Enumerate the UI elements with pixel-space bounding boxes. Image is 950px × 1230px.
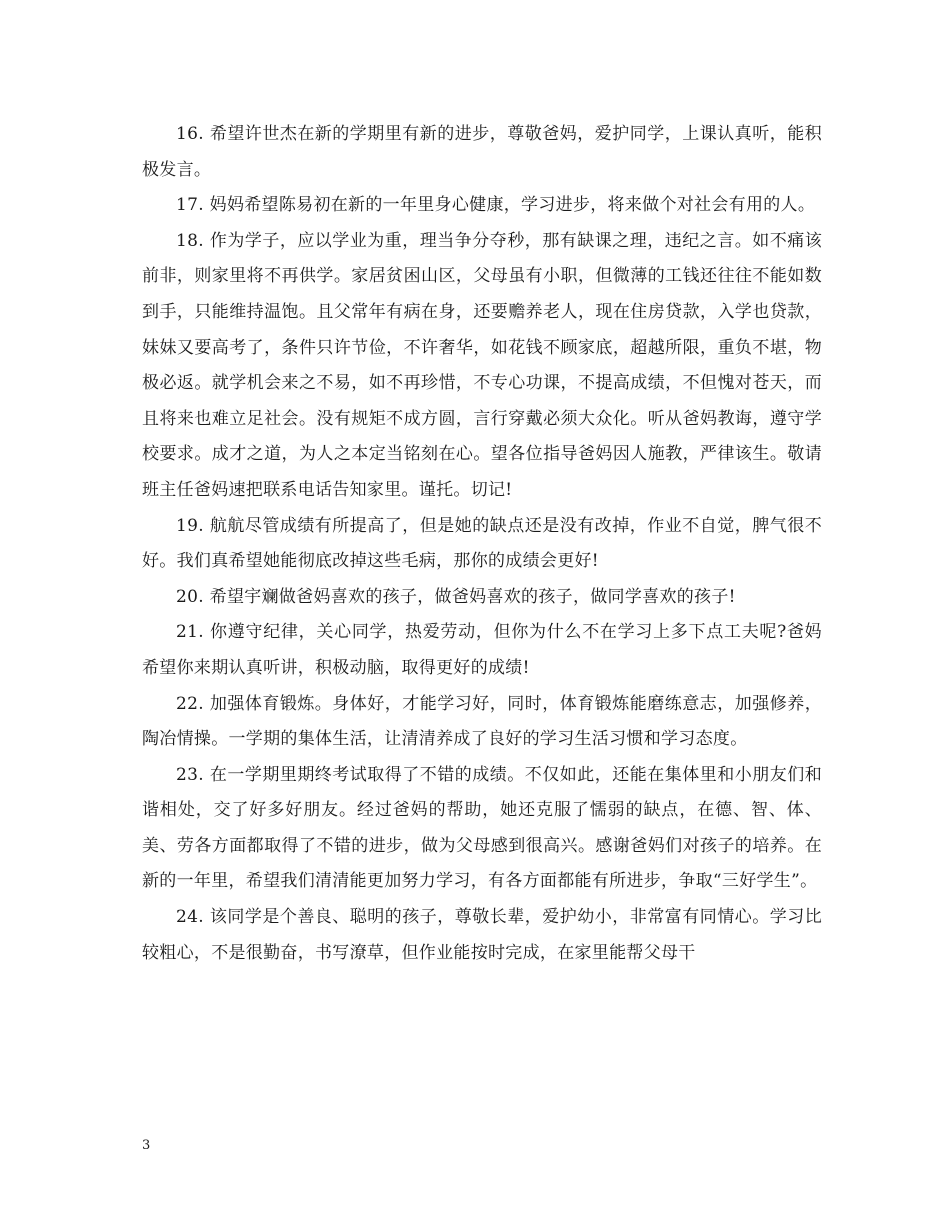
paragraph-23: 23. 在一学期里期终考试取得了不错的成绩。不仅如此，还能在集体里和小朋友们和谐相处，交了好多好朋友。经过爸妈的帮助，她还克服了懦弱的缺点，在德、智、体、美、劳各方面都取得了不错的进步，做为父母感到很高兴。感谢爸妈们对孩子的培养。在新的一年里，希望我们清清能更加努力学习，有各方面都能有所进步，争取“三好学生”。 xyxy=(142,764,822,892)
page-number: 3 xyxy=(142,1138,151,1153)
paragraph-17: 17. 妈妈希望陈易初在新的一年里身心健康，学习进步，将来做个对社会有用的人。 xyxy=(176,195,816,216)
paragraph-20: 20. 希望宇斓做爸妈喜欢的孩子，做爸妈喜欢的孩子，做同学喜欢的孩子! xyxy=(176,586,736,607)
paragraph-16: 16. 希望许世杰在新的学期里有新的进步，尊敬爸妈，爱护同学，上课认真听，能积极发言。 xyxy=(142,124,822,180)
paragraph-24: 24. 该同学是个善良、聪明的孩子，尊敬长辈，爱护幼小，非常富有同情心。学习比较粗心，不是很勤奋，书写潦草，但作业能按时完成，在家里能帮父母干 xyxy=(142,907,822,963)
paragraph-22: 22. 加强体育锻炼。身体好，才能学习好，同时，体育锻炼能磨练意志，加强修养，陶冶情操。一学期的集体生活，让清清养成了良好的学习生活习惯和学习态度。 xyxy=(142,693,822,750)
paragraph-21: 21. 你遵守纪律，关心同学，热爱劳动，但你为什么不在学习上多下点工夫呢?爸妈希望你来期认真听讲，积极动脑，取得更好的成绩! xyxy=(142,622,822,678)
paragraph-18: 18. 作为学子，应以学业为重，理当争分夺秒，那有缺课之理，违纪之言。如不痛该前非，则家里将不再供学。家居贫困山区，父母虽有小职，但微薄的工钱还往往不能如数到手，只能维持温饱。且父常年有病在身，还要赡养老人，现在住房贷款，入学也贷款，妹妹又要高考了，条件只许节俭，不许奢华，如花钱不顾家底，超越所限，重负不堪，物极必返。就学机会来之不易，如不再珍惜，不专心功课，不提高成绩，不但愧对苍天，而且将来也难立足社会。没有规矩不成方圆，言行穿戴必须大众化。听从爸妈教诲，遵守学校要求。成才之道，为人之本定当铭刻在心。望各位指导爸妈因人施教，严律该生。敬请班主任爸妈速把联系电话告知家里。谨托。切记! xyxy=(142,230,822,500)
paragraph-19: 19. 航航尽管成绩有所提高了，但是她的缺点还是没有改掉，作业不自觉，脾气很不好。我们真希望她能彻底改掉这些毛病，那你的成绩会更好! xyxy=(142,515,822,572)
document-body xyxy=(142,117,822,971)
